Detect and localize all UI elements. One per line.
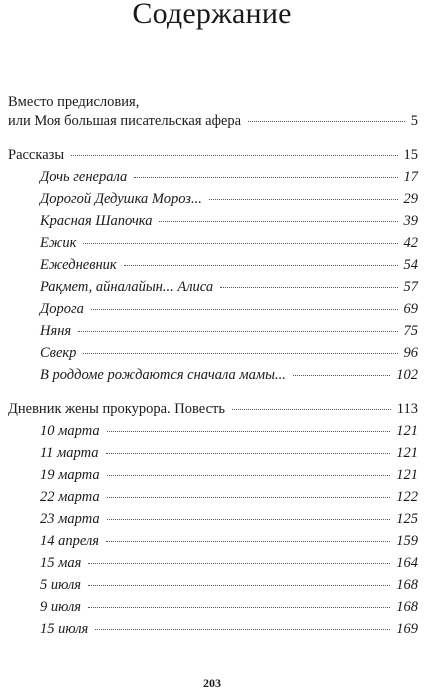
toc-entry-label: 19 марта bbox=[40, 467, 100, 483]
toc-section-page: 113 bbox=[396, 401, 418, 417]
toc-entry-page: 121 bbox=[396, 445, 418, 461]
toc-entry[interactable] bbox=[40, 620, 418, 638]
toc-section-stories[interactable] bbox=[8, 146, 418, 164]
dot-leader bbox=[159, 221, 397, 222]
toc-entry[interactable] bbox=[40, 366, 418, 384]
dot-leader bbox=[88, 607, 390, 608]
dot-leader bbox=[232, 409, 391, 410]
toc-entry-label: 23 марта bbox=[40, 511, 100, 527]
toc-entry-page: 169 bbox=[396, 621, 418, 637]
toc-entry[interactable] bbox=[40, 598, 418, 616]
dot-leader bbox=[88, 585, 390, 586]
toc-entry[interactable] bbox=[40, 234, 418, 252]
toc-entry-label: или Моя большая писательская афера bbox=[8, 113, 242, 129]
toc-section-novella[interactable] bbox=[8, 400, 418, 418]
toc-entry[interactable] bbox=[40, 444, 418, 462]
dot-leader bbox=[83, 353, 397, 354]
dot-leader bbox=[95, 629, 390, 630]
dot-leader bbox=[209, 199, 398, 200]
dot-leader bbox=[106, 541, 390, 542]
toc-entry-label: Рақмет, айналайын... Алиса bbox=[40, 279, 214, 295]
toc-entry-label: Ежедневник bbox=[40, 257, 117, 273]
dot-leader bbox=[106, 453, 391, 454]
toc-entry-label: Дорогой Дедушка Мороз... bbox=[40, 191, 202, 207]
toc-entry-label: Красная Шапочка bbox=[40, 213, 153, 229]
toc-entry-page: 102 bbox=[396, 367, 418, 383]
toc-entry[interactable] bbox=[40, 466, 418, 484]
toc-entry-label: Свекр bbox=[40, 345, 77, 361]
toc-entry[interactable] bbox=[40, 554, 418, 572]
toc-entry-label: 22 марта bbox=[40, 489, 100, 505]
dot-leader bbox=[91, 309, 398, 310]
toc-entry[interactable] bbox=[40, 510, 418, 528]
preface-title-line-1: Вместо предисловия, bbox=[8, 94, 140, 110]
toc-entry-page: 69 bbox=[403, 301, 418, 317]
toc-section-label: Рассказы bbox=[8, 147, 65, 163]
page-title: Содержание bbox=[132, 0, 292, 30]
toc-entry-label: 9 июля bbox=[40, 599, 82, 615]
toc-entry[interactable] bbox=[40, 190, 418, 208]
toc-entry-page: 168 bbox=[396, 599, 418, 615]
toc-entry-page: 164 bbox=[396, 555, 418, 571]
toc-entry-page: 17 bbox=[403, 169, 418, 185]
dot-leader bbox=[134, 177, 397, 178]
toc-entry-label: Ежик bbox=[40, 235, 77, 251]
toc-entry[interactable] bbox=[40, 576, 418, 594]
dot-leader bbox=[220, 287, 397, 288]
dot-leader bbox=[107, 475, 391, 476]
toc-entry-label: 10 марта bbox=[40, 423, 100, 439]
toc-entry-label: 11 марта bbox=[40, 445, 99, 461]
toc-entry[interactable] bbox=[40, 256, 418, 274]
dot-leader bbox=[248, 121, 405, 122]
toc-entry-label: 14 апреля bbox=[40, 533, 100, 549]
toc-entry-label: Дорога bbox=[40, 301, 84, 317]
toc-entry-page: 159 bbox=[396, 533, 418, 549]
toc-section-label: Дневник жены прокурора. Повесть bbox=[8, 401, 225, 417]
dot-leader bbox=[107, 497, 391, 498]
dot-leader bbox=[107, 431, 391, 432]
dot-leader bbox=[78, 331, 397, 332]
toc-entry-preface[interactable] bbox=[8, 112, 418, 130]
dot-leader bbox=[83, 243, 397, 244]
toc-entry[interactable] bbox=[40, 488, 418, 506]
toc-entry-page: 29 bbox=[403, 191, 418, 207]
dot-leader bbox=[124, 265, 398, 266]
toc-entry[interactable] bbox=[40, 168, 418, 186]
toc-section-page: 15 bbox=[403, 147, 418, 163]
toc-entry-page: 75 bbox=[403, 323, 418, 339]
toc-entry-page: 125 bbox=[396, 511, 418, 527]
toc-entry-page: 54 bbox=[403, 257, 418, 273]
toc-entry-page: 39 bbox=[403, 213, 418, 229]
toc-entry-page: 96 bbox=[403, 345, 418, 361]
toc-entry-label: 15 мая bbox=[40, 555, 82, 571]
toc-entry-page: 122 bbox=[396, 489, 418, 505]
toc-entry-page: 42 bbox=[403, 235, 418, 251]
dot-leader bbox=[293, 375, 390, 376]
toc-entry-label: 15 июля bbox=[40, 621, 89, 637]
toc-entry-page: 121 bbox=[396, 423, 418, 439]
dot-leader bbox=[107, 519, 391, 520]
toc-entry-label: Дочь генерала bbox=[40, 169, 128, 185]
toc-entry[interactable] bbox=[40, 322, 418, 340]
toc-entry[interactable] bbox=[40, 212, 418, 230]
toc-entry[interactable] bbox=[40, 300, 418, 318]
dot-leader bbox=[88, 563, 390, 564]
toc-entry-page: 168 bbox=[396, 577, 418, 593]
toc-entry-page: 121 bbox=[396, 467, 418, 483]
toc-entry[interactable] bbox=[40, 278, 418, 296]
dot-leader bbox=[71, 155, 397, 156]
toc-entry-page: 57 bbox=[403, 279, 418, 295]
toc-entry[interactable] bbox=[40, 422, 418, 440]
toc-entry[interactable] bbox=[40, 532, 418, 550]
toc-entry-label: В роддоме рождаются сначала мамы... bbox=[40, 367, 286, 383]
page-number: 203 bbox=[203, 676, 221, 690]
toc-entry-label: 5 июля bbox=[40, 577, 82, 593]
toc-entry[interactable] bbox=[40, 344, 418, 362]
toc-entry-label: Няня bbox=[40, 323, 72, 339]
toc-entry-page: 5 bbox=[410, 113, 418, 129]
